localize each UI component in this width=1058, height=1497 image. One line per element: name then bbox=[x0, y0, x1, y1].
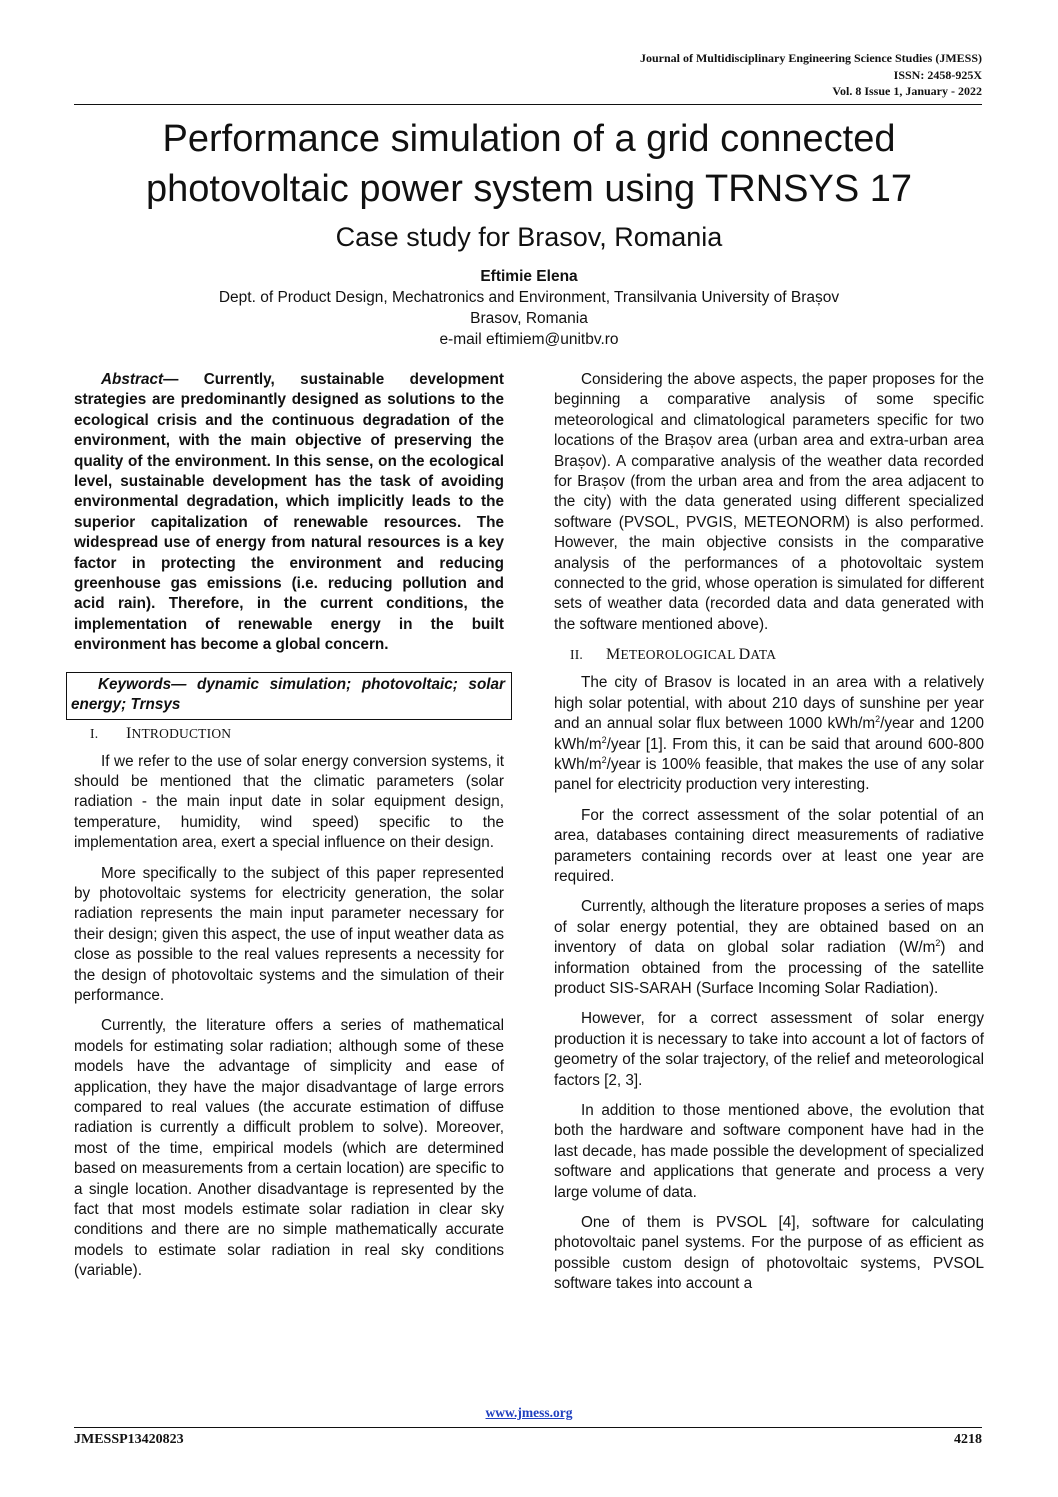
section-title-rest: ATA bbox=[750, 647, 777, 663]
keywords-text: — dynamic simulation; photovoltaic; solar energy; Trnsys bbox=[71, 675, 505, 714]
abstract bbox=[74, 370, 504, 656]
left-column bbox=[71, 370, 505, 1292]
section-number: II. bbox=[570, 647, 583, 663]
section-heading-meteorological-data bbox=[554, 645, 984, 665]
header-divider bbox=[74, 104, 982, 105]
paper-title: Performance simulation of a grid connected photovoltaic power system using TRNSYS 17 bbox=[146, 118, 912, 210]
superscript: 2 bbox=[875, 714, 881, 724]
author-block bbox=[70, 266, 988, 350]
journal-name: Journal of Multidisciplinary Engineering Science Studies (JMESS) bbox=[639, 51, 982, 65]
body-paragraph bbox=[554, 673, 984, 795]
abstract-text: — Currently, sustainable development strategies are predominantly designed as solutions to the ecological crisis and the continuous degradation of the environment, with the main objective of preserving the quality of the environment. In this sense, on the ecological level, sustainable development has the task of avoiding environmental degradation, which implicitly leads to the superior capitalization of renewable resources. The widespread use of energy from natural resources is a key factor in protecting the environment and reducing greenhouse gas emissions (i.e. reducing pollution and acid rain). Therefore, in the current conditions, the implementation of renewable energy in the built environment has become a global concern. bbox=[74, 371, 504, 654]
abstract-label: Abstract bbox=[101, 371, 164, 388]
superscript: 2 bbox=[601, 754, 607, 765]
body-paragraph: If we refer to the use of solar energy conversion systems, it should be mentioned that the climatic parameters (solar radiation - the main input date in solar equipment design, temperature, humidity, wind speed) specific to the implementation area, exert a special influence on their design. bbox=[74, 752, 504, 852]
author-affiliation: Dept. of Product Design, Mechatronics and Environment, Transilvania University of Brașov bbox=[218, 289, 840, 306]
journal-website-link[interactable]: www.jmess.org bbox=[485, 1405, 573, 1420]
body-paragraph: Considering the above aspects, the paper proposes for the beginning a comparative analysis of some specific meteorological and climatological parameters specific for two locations of the Brașov area (urban area and extra-urban area Brașov). A comparative analysis of the weather data recorded for Brașov (from the urban area and from the area adjacent to the city) with the data generated using different specialized software (PVSOL, PVGIS, METEONORM) is also performed. However, the main objective consists in the comparative analysis of the performances of a photovoltaic system connected to the grid, whose operation is simulated for different sets of weather data (recorded data and data generated with the software mentioned above). bbox=[554, 371, 984, 633]
keywords-box bbox=[66, 672, 512, 720]
author-email[interactable]: e-mail eftimiem@unitbv.ro bbox=[439, 331, 619, 348]
section-number: I. bbox=[90, 725, 99, 741]
section-initial: M bbox=[606, 646, 621, 664]
body-paragraph: One of them is PVSOL [4], software for calculating photovoltaic panel systems. For the purpose of as efficient as possible custom design of photovoltaic systems, PVSOL software takes into account a bbox=[554, 1214, 984, 1293]
body-paragraph bbox=[554, 897, 984, 999]
superscript: 2 bbox=[601, 734, 607, 745]
text-run: /year and 1200 kWh/m bbox=[554, 715, 984, 753]
keywords-label: Keywords bbox=[98, 675, 172, 693]
text-run: /year is 100% feasible, that makes the use of any solar panel for electricity production very interesting. bbox=[554, 755, 984, 794]
body-paragraph: However, for a correct assessment of solar energy production it is necessary to take into account a lot of factors of geometry of the solar trajectory, of the relief and meteorological factors [2, 3]. bbox=[554, 1010, 984, 1089]
section-initial: I bbox=[126, 724, 132, 742]
author-name: Eftimie Elena bbox=[480, 268, 578, 285]
body-paragraph: Currently, the literature offers a series of mathematical models for estimating solar radiation; although some of these models have the advantage of simplicity and ease of application, they have the major disadvantage of large errors compared to real values (the accurate estimation of diffuse radiation is currently a difficult problem to solve). Moreover, most of the time, empirical models (which are determined based on measurements from a certain location) are specific to a single location. Another disadvantage is represented by the fact that most models estimate solar radiation in clear sky conditions and there are no simple mathematically accurate models to estimate solar radiation in real sky conditions (variable). bbox=[74, 1017, 504, 1280]
footer-divider bbox=[74, 1427, 982, 1428]
text-run: Currently, although the literature proposes a series of maps of solar energy potential, they are obtained based on an inventory of data on global solar radiation (W/m bbox=[554, 898, 984, 957]
page-number: 4218 bbox=[954, 1432, 982, 1447]
text-run: The city of Brasov is located in an area with a relatively high solar potential, with about 210 days of sunshine per year and an annual solar flux between 1000 kWh/m bbox=[554, 674, 984, 733]
section-initial: D bbox=[738, 646, 751, 664]
right-column bbox=[554, 370, 984, 1305]
journal-issn: ISSN: 2458-925X bbox=[893, 67, 982, 82]
article-code: JMESSP13420823 bbox=[74, 1432, 184, 1447]
body-paragraph: For the correct assessment of the solar potential of an area, databases containing direct measurements of radiative parameters containing records over at least one year are required. bbox=[554, 806, 984, 885]
journal-header bbox=[462, 50, 982, 100]
journal-volume: Vol. 8 Issue 1, January - 2022 bbox=[832, 84, 982, 98]
section-title-rest: ETEOROLOGICAL bbox=[620, 647, 739, 663]
author-city: Brasov, Romania bbox=[470, 310, 588, 327]
body-paragraph: In addition to those mentioned above, the evolution that both the hardware and software component have had in the last decade, has made possible the development of specialized software and applications that generate and process a very large volume of data. bbox=[554, 1102, 984, 1201]
superscript: 2 bbox=[935, 938, 941, 949]
text-run: ) and information obtained from the processing of the satellite product SIS-SARAH (Surface Incoming Solar Radiation). bbox=[554, 939, 984, 997]
paper-subtitle: Case study for Brasov, Romania bbox=[335, 222, 723, 252]
body-paragraph: More specifically to the subject of this paper represented by photovoltaic systems for electricity generation, the solar radiation represents the main input parameter necessary for their design; given this aspect, the use of input weather data as close as possible to the real values represents a necessity for the design of photovoltaic systems and the simulation of their performance. bbox=[74, 864, 504, 1004]
section-title-rest: NTRODUCTION bbox=[131, 725, 232, 741]
text-run: /year [1]. From this, it can be said that around 600-800 kWh/m bbox=[554, 735, 984, 773]
section-heading-introduction bbox=[74, 724, 504, 744]
